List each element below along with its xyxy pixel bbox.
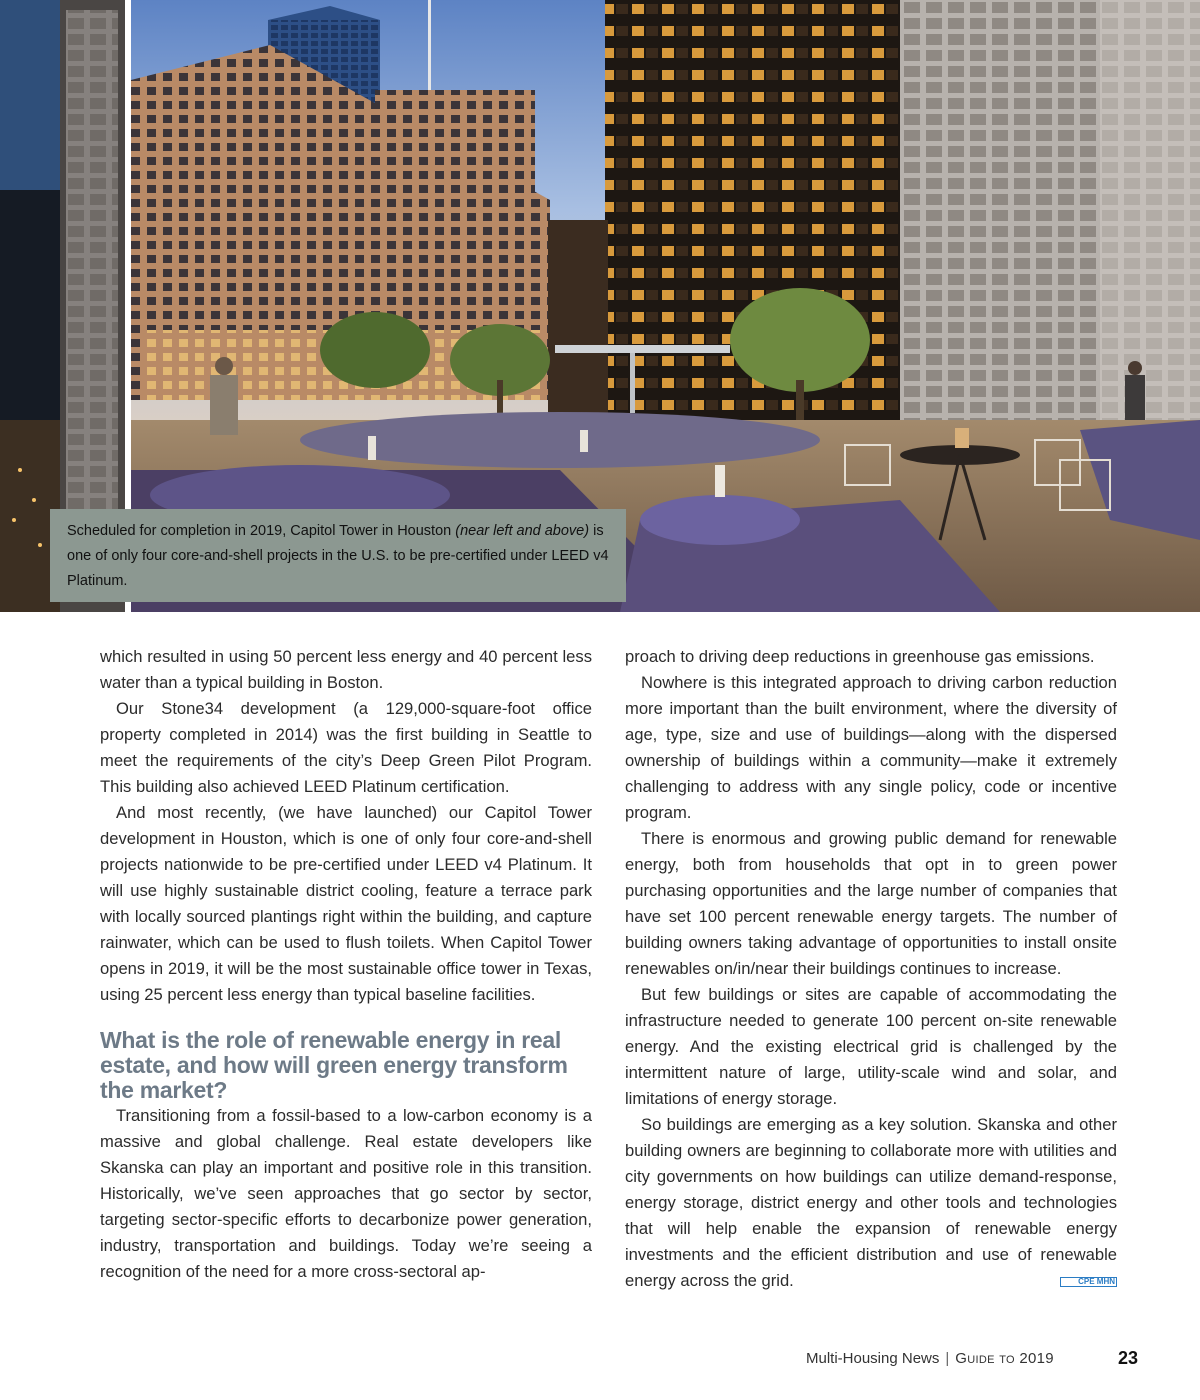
paragraph: Our Stone34 development (a 129,000-square-foot office property completed in 2014) was the first building in Seattle to meet the requirements of the city’s Deep Green Pilot Program. This building also achieved LEED Platinum certification. xyxy=(100,699,592,796)
paragraph: proach to driving deep reductions in greenhouse gas emissions. xyxy=(625,647,1095,666)
page-footer xyxy=(806,1350,1054,1367)
paragraph: There is enormous and growing public demand for renewable energy, both from households that opt in to green power purchasing opportunities and the large number of companies that have set 100 percent renewable energy targets. The number of building owners taking advantage of opportunities to install onsite renewables on/in/near their buildings continues to increase. xyxy=(625,829,1117,978)
page-number: 23 xyxy=(1118,1348,1139,1368)
paragraph-final xyxy=(625,1112,1117,1294)
caption-text-start: Scheduled for completion in 2019, Capitol Tower in Houston xyxy=(67,523,456,539)
publication-name: Multi-Housing News xyxy=(806,1350,940,1367)
hero-photo xyxy=(0,0,1200,612)
issue-title: Guide to 2019 xyxy=(955,1350,1054,1367)
paragraph: But few buildings or sites are capable of accommodating the infrastructure needed to generate 100 percent on-site renewable energy. And the existing electrical grid is challenged by the intermittent nature of large, utility-scale wind and solar, and limitations of energy storage. xyxy=(625,985,1117,1108)
paragraph: Transitioning from a fossil-based to a low-carbon economy is a massive and global challenge. Real estate developers like Skanska can play an important and positive role in this transition. Historically, we’ve seen approaches that go sector by sector, targeting sector-specific efforts to decarbonize power generation, industry, transportation and buildings. Today we’re seeing a recognition of the need for a more cross-sectoral ap- xyxy=(100,1106,592,1281)
paragraph: which resulted in using 50 percent less energy and 40 percent less water than a typical building in Boston. xyxy=(100,647,592,692)
paragraph: And most recently, (we have launched) our Capitol Tower development in Houston, which is one of only four core-and-shell projects nationwide to be pre-certified under LEED v4 Platinum. It will use highly sustainable district cooling, feature a terrace park with locally sourced plantings right within the building, and capture rainwater, which can be used to flush toilets. When Capitol Tower opens in 2019, it will be the most sustainable office tower in Texas, using 25 percent less energy than typical baseline facilities. xyxy=(100,803,592,1004)
caption-italic: (near left and above) xyxy=(455,523,590,539)
photo-caption xyxy=(50,509,626,602)
caption-text-end: is one of only four core-and-shell projects in the U.S. to be pre-certified under LEED v4 Platinum. xyxy=(67,523,609,589)
end-of-article-logo: CPE MHN xyxy=(1060,1277,1117,1287)
paragraph: Nowhere is this integrated approach to driving carbon reduction more important than the built environment, where the diversity of age, type, size and use of buildings—along with the dispersed ownership of buildings within a community—make it extremely challenging to address with any single policy, code or incentive program. xyxy=(625,673,1117,822)
article-column-left xyxy=(100,644,592,1285)
section-heading: What is the role of renewable energy in real estate, and how will green energy transform the market? xyxy=(100,1027,568,1103)
paragraph-text: So buildings are emerging as a key solution. Skanska and other building owners are beginning to collaborate more with utilities and city governments on how buildings can utilize demand-response, energy storage, district energy and other tools and technologies that will help enable the expansion of renewable energy investments and the efficient distribution and use of renewable energy across the grid. xyxy=(625,1115,1117,1290)
footer-separator: | xyxy=(945,1350,950,1367)
article-column-right xyxy=(625,644,1117,1294)
